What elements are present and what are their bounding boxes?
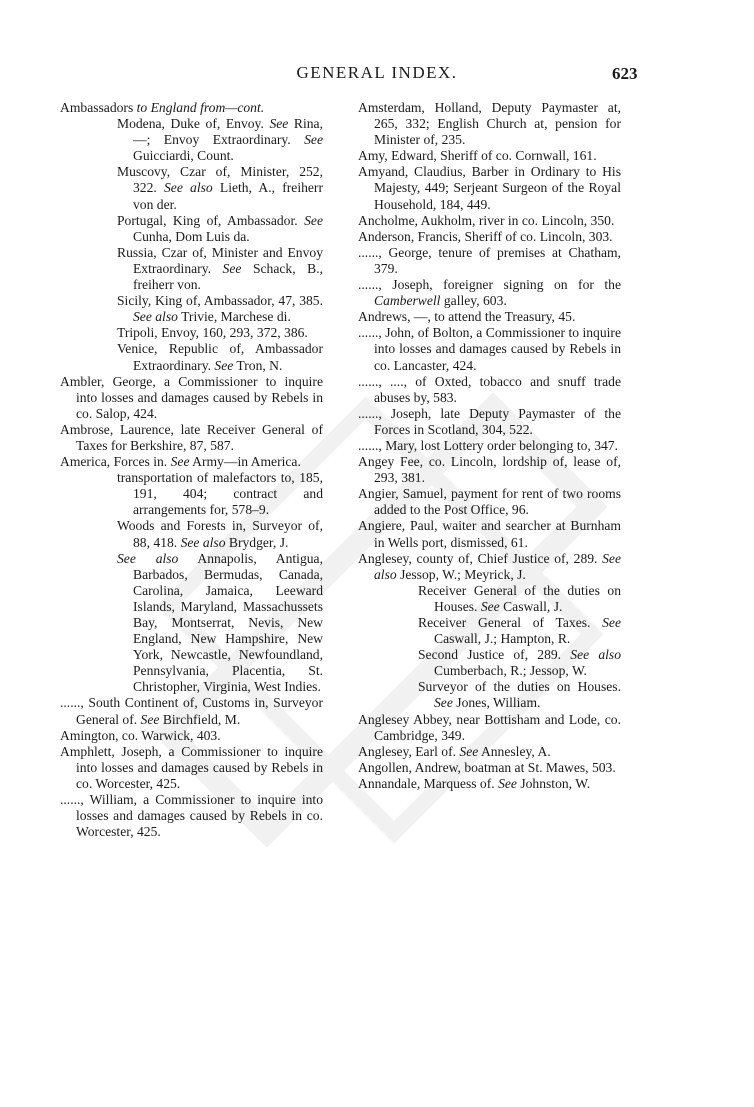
index-entry: Angier, Samuel, payment for rent of two rooms added to the Post Office, 96. xyxy=(358,486,621,518)
index-entry: Tripoli, Envoy, 160, 293, 372, 386. xyxy=(117,325,308,341)
index-entry: ......, Joseph, late Deputy Paymaster of the Forces in Scotland, 304, 522. xyxy=(358,405,621,437)
index-entry: Receiver General of Taxes. See Caswall, J.; Hampton, R. xyxy=(418,615,621,647)
index-entry: Amington, co. Warwick, 403. xyxy=(60,727,221,743)
index-entry: Anglesey, county of, Chief Justice of, 289. See also Jessop, W.; Meyrick, J. xyxy=(358,550,621,582)
index-entry: Second Justice of, 289. See also Cumberbach, R.; Jessop, W. xyxy=(418,647,621,679)
index-entry: Ancholme, Aukholm, river in co. Lincoln, 350. xyxy=(358,212,615,228)
index-entry: See also Annapolis, Antigua, Barbados, Bermudas, Canada, Carolina, Jamaica, Leeward Islands, Maryland, Massachussets Bay, Montserrat, Nevis, New England, New Hampshire, New York, Newcastle, Newfoundland, Pennsylvania, Placentia, St. Christopher, Virginia, West Indies. xyxy=(117,550,323,695)
index-column-right xyxy=(358,100,621,792)
index-entry: ......, Mary, lost Lottery order belonging to, 347. xyxy=(358,437,618,453)
index-entry: Amy, Edward, Sheriff of co. Cornwall, 161. xyxy=(358,148,597,164)
index-entry: Annandale, Marquess of. See Johnston, W. xyxy=(358,775,591,791)
index-column-left xyxy=(60,100,323,840)
index-entry: Surveyor of the duties on Houses. See Jones, William. xyxy=(418,679,621,711)
index-entry: ......, John, of Bolton, a Commissioner to inquire into losses and damages caused by Rebels in co. Lancaster, 424. xyxy=(358,325,621,373)
index-entry: Portugal, King of, Ambassador. See Cunha, Dom Luis da. xyxy=(117,212,323,244)
index-entry: Muscovy, Czar of, Minister, 252, 322. See also Lieth, A., freiherr von der. xyxy=(117,164,323,212)
index-entry: Anglesey Abbey, near Bottisham and Lode, co. Cambridge, 349. xyxy=(358,711,621,743)
running-header-title: GENERAL INDEX. xyxy=(296,63,458,82)
index-entry: Angey Fee, co. Lincoln, lordship of, lease of, 293, 381. xyxy=(358,454,621,486)
index-entry: Amyand, Claudius, Barber in Ordinary to His Majesty, 449; Serjeant Surgeon of the Royal Household, 184, 449. xyxy=(358,164,621,212)
index-entry: Modena, Duke of, Envoy. See Rina, —; Envoy Extraordinary. See Guicciardi, Count. xyxy=(117,116,323,164)
index-entry: Woods and Forests in, Surveyor of, 88, 418. See also Brydger, J. xyxy=(117,518,323,550)
index-entry: ......, George, tenure of premises at Chatham, 379. xyxy=(358,244,621,276)
index-entry: ......, William, a Commissioner to inquire into losses and damages caused by Rebels in co. Worcester, 425. xyxy=(60,792,323,840)
index-entry: ......, ...., of Oxted, tobacco and snuff trade abuses by, 583. xyxy=(358,373,621,405)
index-entry: Russia, Czar of, Minister and Envoy Extraordinary. See Schack, B., freiherr von. xyxy=(117,244,323,293)
page-number: 623 xyxy=(612,64,638,83)
index-entry: Ambassadors to England from—cont. xyxy=(60,100,265,115)
index-entry: Amsterdam, Holland, Deputy Paymaster at, 265, 332; English Church at, pension for Minister of, 235. xyxy=(358,100,621,148)
index-entry: Angollen, Andrew, boatman at St. Mawes, 503. xyxy=(358,759,616,775)
index-entry: Sicily, King of, Ambassador, 47, 385. See also Trivie, Marchese di. xyxy=(117,293,323,325)
index-entry: Anglesey, Earl of. See Annesley, A. xyxy=(358,743,551,759)
index-entry: Angiere, Paul, waiter and searcher at Burnham in Wells port, dismissed, 61. xyxy=(358,518,621,550)
index-entry: ......, Joseph, foreigner signing on for the Camberwell galley, 603. xyxy=(358,277,621,309)
index-entry: Anderson, Francis, Sheriff of co. Lincoln, 303. xyxy=(358,228,613,244)
index-entry: Andrews, —, to attend the Treasury, 45. xyxy=(358,309,576,325)
index-entry: Receiver General of the duties on Houses. See Caswall, J. xyxy=(418,582,621,614)
index-entry: Ambler, George, a Commissioner to inquire into losses and damages caused by Rebels in co. Salop, 424. xyxy=(60,373,323,421)
index-entry: America, Forces in. See Army—in America. xyxy=(60,454,301,470)
index-entry: Ambrose, Laurence, late Receiver General of Taxes for Berkshire, 87, 587. xyxy=(60,421,323,453)
index-entry: transportation of malefactors to, 185, 191, 404; contract and arrangements for, 578–9. xyxy=(117,470,323,518)
index-entry: Amphlett, Joseph, a Commissioner to inquire into losses and damages caused by Rebels in co. Worcester, 425. xyxy=(60,743,323,791)
index-entry: ......, South Continent of, Customs in, Surveyor General of. See Birchfield, M. xyxy=(60,695,323,727)
index-entry: Venice, Republic of, Ambassador Extraordinary. See Tron, N. xyxy=(117,341,323,373)
